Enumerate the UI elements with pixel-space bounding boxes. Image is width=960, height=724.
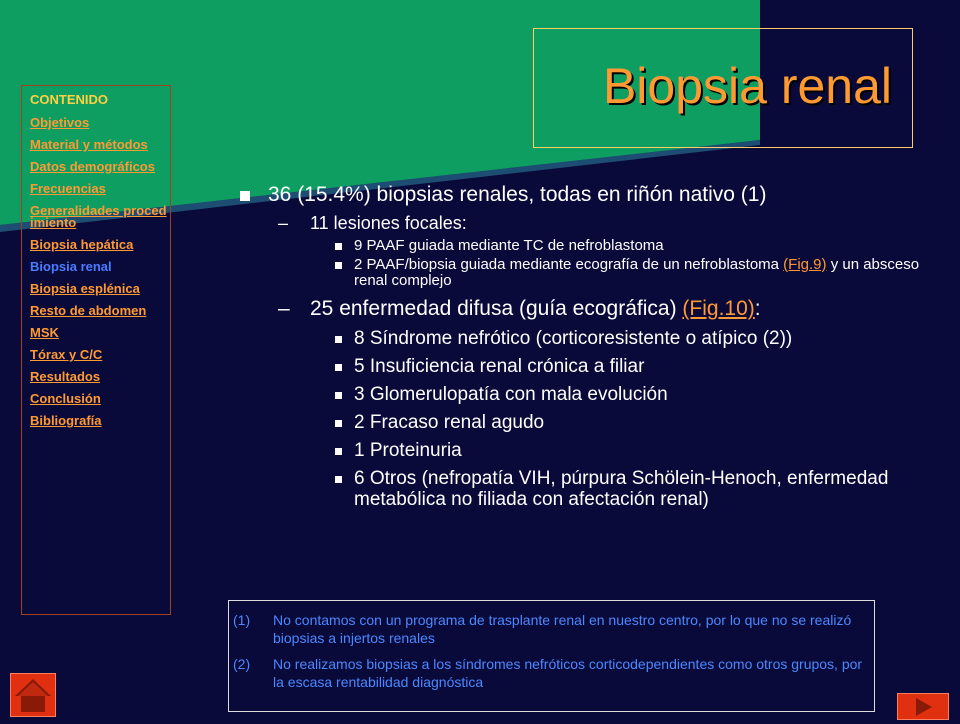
- sidebar-item-torax[interactable]: Tórax y C/C: [30, 347, 103, 362]
- focal-heading-text: 11 lesiones focales:: [310, 213, 467, 233]
- sidebar-item-conclusion[interactable]: Conclusión: [30, 391, 101, 406]
- sidebar-item-bibliografia[interactable]: Bibliografía: [30, 413, 102, 428]
- sidebar-header: CONTENIDO: [30, 92, 108, 107]
- home-button[interactable]: [10, 673, 56, 717]
- focal-heading: – 11 lesiones focales:: [278, 213, 467, 233]
- diffuse-item: 8 Síndrome nefrótico (corticoresistente o atípico (2)): [240, 328, 930, 349]
- focal-item: [240, 257, 930, 289]
- footnote-2: [233, 655, 864, 691]
- diffuse-item: 5 Insuficiencia renal crónica a filiar: [240, 356, 930, 377]
- footnotes-box: [228, 600, 875, 712]
- sidebar-item-resultados[interactable]: Resultados: [30, 369, 101, 384]
- diffuse-heading-suffix: :: [754, 297, 761, 320]
- fig10-link[interactable]: (Fig.10): [682, 297, 755, 320]
- sidebar-item-biopsia-hepatica[interactable]: Biopsia hepática: [30, 237, 134, 252]
- diffuse-item: 2 Fracaso renal agudo: [240, 412, 930, 433]
- sidebar-item-biopsia-esplenica[interactable]: Biopsia esplénica: [30, 281, 140, 296]
- sidebar-item-msk[interactable]: MSK: [30, 325, 59, 340]
- diffuse-item: 6 Otros (nefropatía VIH, púrpura Schölein-Henoch, enfermedad metabólica no filiada con afectación renal): [240, 468, 930, 510]
- next-button[interactable]: [897, 693, 949, 720]
- sidebar-item-frecuencias[interactable]: Frecuencias: [30, 181, 106, 196]
- sidebar-item-resto-abdomen[interactable]: Resto de abdomen: [30, 303, 147, 318]
- page-title: Biopsia renal: [602, 58, 892, 114]
- diffuse-item: 3 Glomerulopatía con mala evolución: [240, 384, 930, 405]
- sidebar-item-biopsia-renal-current: Biopsia renal: [30, 259, 112, 274]
- footnote-text: No realizamos biopsias a los síndromes nefróticos corticodependientes como otros grupos, por la escasa rentabilidad diagnóstica: [273, 656, 863, 690]
- sidebar-item-datos-demograficos[interactable]: Datos demográficos: [30, 159, 155, 174]
- main-bullet: 36 (15.4%) biopsias renales, todas en riñón nativo (1): [240, 183, 930, 207]
- sidebar-item-material-metodos[interactable]: Material y métodos: [30, 137, 148, 152]
- footnote-1: [233, 611, 864, 647]
- focal-item-text: 2 PAAF/biopsia guiada mediante ecografía de un nefroblastoma: [354, 256, 779, 273]
- next-arrow-icon: [898, 694, 948, 719]
- diffuse-item: 1 Proteinuria: [240, 440, 930, 461]
- footnote-text: No contamos con un programa de trasplante renal en nuestro centro, por lo que no se realizó biopsias a injertos renales: [273, 612, 852, 646]
- home-icon: [11, 674, 55, 716]
- focal-item-text-2: y un absceso renal complejo: [354, 256, 920, 289]
- footnote-num: (1): [233, 612, 251, 628]
- title-box: [533, 28, 913, 148]
- focal-item: 9 PAAF guiada mediante TC de nefroblastoma: [240, 238, 930, 254]
- diffuse-heading-text: 25 enfermedad difusa (guía ecográfica): [310, 297, 677, 320]
- sidebar-contents: [21, 85, 171, 615]
- main-content: [240, 183, 930, 517]
- sidebar-item-objetivos[interactable]: Objetivos: [30, 115, 90, 130]
- diffuse-heading: – 25 enfermedad difusa (guía ecográfica) (Fig.10):: [278, 297, 761, 320]
- footnote-num: (2): [233, 656, 251, 672]
- fig9-link[interactable]: (Fig.9): [783, 256, 827, 273]
- sidebar-item-generalidades[interactable]: Generalidades procedimiento: [30, 203, 167, 230]
